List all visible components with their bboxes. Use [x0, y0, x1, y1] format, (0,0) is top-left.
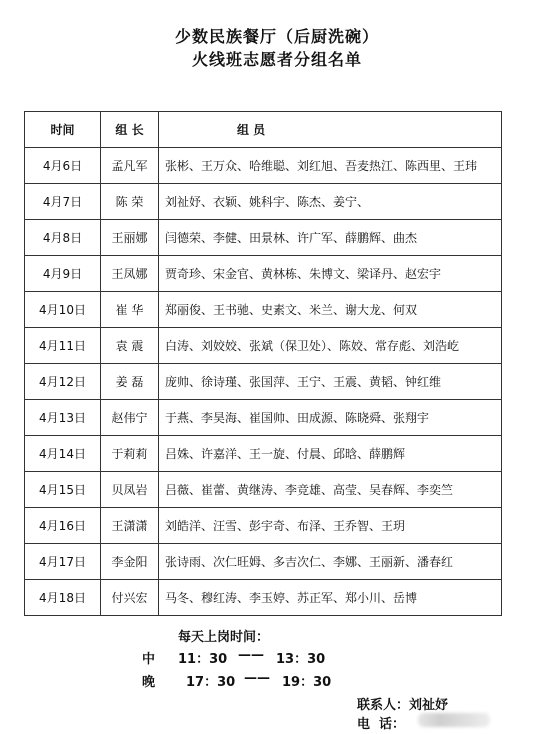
- date-cell: 4月6日: [25, 148, 101, 184]
- evening-label: 晚: [142, 675, 156, 690]
- leader-cell: 袁 震: [101, 328, 159, 364]
- table-row: [25, 364, 502, 400]
- noon-separator: ——: [238, 648, 264, 663]
- members-cell: 刘皓洋、汪雪、彭宇奇、布泽、王乔智、王玥: [159, 508, 502, 544]
- leader-cell: 孟凡军: [101, 148, 159, 184]
- leader-cell: 贝凤岩: [101, 472, 159, 508]
- table-row: [25, 580, 502, 616]
- table-row: [25, 544, 502, 580]
- leader-cell: 王丽娜: [101, 220, 159, 256]
- members-cell: 吕姝、许嘉洋、王一旋、付晨、邱晗、薛鹏辉: [159, 436, 502, 472]
- leader-cell: 姜 磊: [101, 364, 159, 400]
- table-header-row: [25, 112, 502, 148]
- table-row: [25, 292, 502, 328]
- date-cell: 4月15日: [25, 472, 101, 508]
- date-cell: 4月18日: [25, 580, 101, 616]
- leader-cell: 于莉莉: [101, 436, 159, 472]
- leader-cell: 王凤娜: [101, 256, 159, 292]
- header-date: 时间: [25, 112, 101, 148]
- members-cell: 吕薇、崔蕾、黄继涛、李竞雄、高莹、吴春辉、李奕竺: [159, 472, 502, 508]
- members-cell: 于燕、李昊海、崔国帅、田成源、陈晓舜、张翔宇: [159, 400, 502, 436]
- members-cell: 郑丽俊、王书驰、史素文、米兰、谢大龙、何双: [159, 292, 502, 328]
- date-cell: 4月7日: [25, 184, 101, 220]
- members-cell: 贾奇珍、宋金官、黄林栋、朱博文、梁译丹、赵宏宇: [159, 256, 502, 292]
- leader-cell: 崔 华: [101, 292, 159, 328]
- noon-start-time: 11：30: [178, 652, 228, 667]
- members-cell: 刘祉妤、衣颖、姚科宇、陈杰、姜宁、: [159, 184, 502, 220]
- date-cell: 4月8日: [25, 220, 101, 256]
- members-cell: 庞帅、徐诗瑾、张国萍、王宁、王震、黄韬、钟红维: [159, 364, 502, 400]
- table-row: [25, 328, 502, 364]
- table-row: [25, 472, 502, 508]
- date-cell: 4月14日: [25, 436, 101, 472]
- members-cell: 闫德荣、李健、田景林、许广军、薛鹏辉、曲杰: [159, 220, 502, 256]
- leader-cell: 付兴宏: [101, 580, 159, 616]
- table-row: [25, 184, 502, 220]
- table-row: [25, 148, 502, 184]
- table-row: [25, 400, 502, 436]
- members-cell: 张彬、王万众、哈维聪、刘红旭、吾麦热江、陈西里、王玮: [159, 148, 502, 184]
- noon-end-time: 13：30: [276, 652, 326, 667]
- evening-separator: ——: [244, 671, 270, 686]
- schedule-title: 每天上岗时间：: [178, 630, 270, 645]
- table-body: [25, 148, 502, 616]
- date-cell: 4月12日: [25, 364, 101, 400]
- leader-cell: 李金阳: [101, 544, 159, 580]
- table-row: [25, 508, 502, 544]
- contact-person: [357, 694, 448, 713]
- contact-name: 刘祉妤: [409, 698, 449, 713]
- evening-end-time: 19：30: [282, 675, 332, 690]
- date-cell: 4月9日: [25, 256, 101, 292]
- phone-label: 电 话：: [357, 717, 406, 732]
- date-cell: 4月17日: [25, 544, 101, 580]
- table-row: [25, 220, 502, 256]
- contact-label: 联系人：: [357, 698, 410, 713]
- evening-start-time: 17：30: [186, 675, 236, 690]
- leader-cell: 赵伟宁: [101, 400, 159, 436]
- title-line-2: 火线班志愿者分组名单: [191, 50, 362, 69]
- redacted-phone-number: [418, 713, 490, 727]
- date-cell: 4月10日: [25, 292, 101, 328]
- volunteer-table: [24, 111, 502, 616]
- members-cell: 白涛、刘姣姣、张斌（保卫处）、陈姣、常存彪、刘浩屹: [159, 328, 502, 364]
- title-line-1: 少数民族餐厅（后厨洗碗）: [174, 27, 379, 46]
- noon-label: 中: [142, 652, 156, 667]
- header-leader: 组 长: [101, 112, 159, 148]
- members-cell: 马冬、穆红涛、李玉婷、苏正军、郑小川、岳博: [159, 580, 502, 616]
- date-cell: 4月11日: [25, 328, 101, 364]
- date-cell: 4月16日: [25, 508, 101, 544]
- table-row: [25, 256, 502, 292]
- table-row: [25, 436, 502, 472]
- members-cell: 张诗雨、次仁旺姆、多吉次仁、李娜、王丽新、潘春红: [159, 544, 502, 580]
- date-cell: 4月13日: [25, 400, 101, 436]
- header-members: 组 员: [159, 112, 502, 148]
- leader-cell: 王潇潇: [101, 508, 159, 544]
- leader-cell: 陈 荣: [101, 184, 159, 220]
